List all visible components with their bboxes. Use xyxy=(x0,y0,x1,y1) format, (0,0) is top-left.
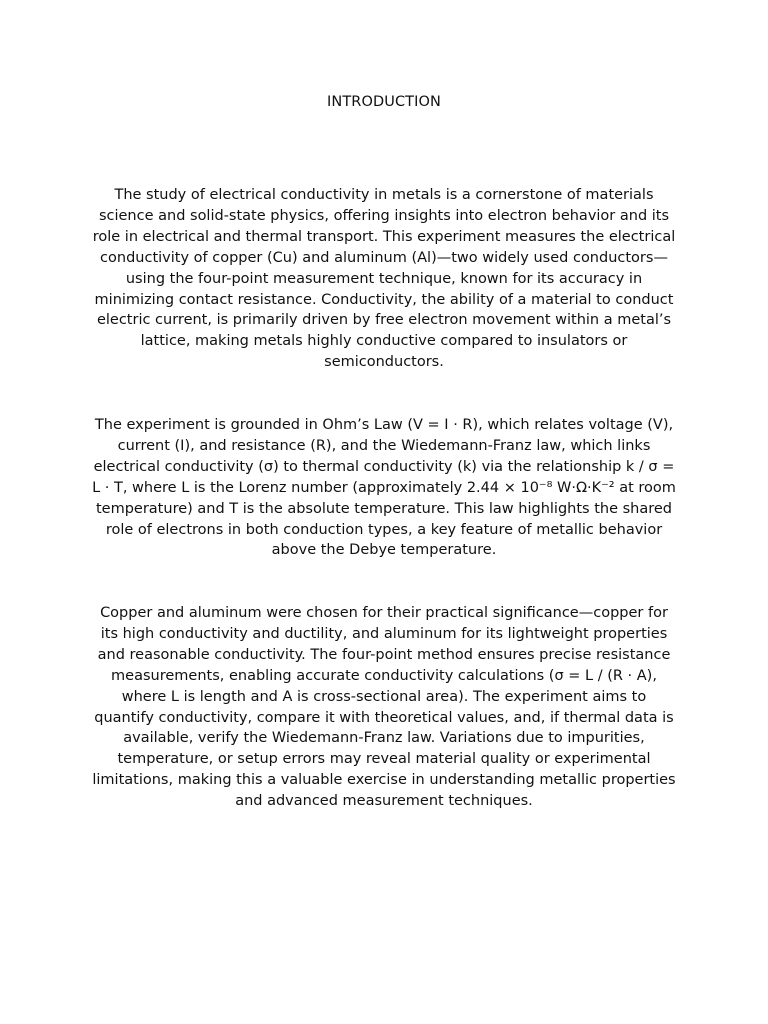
section-heading: INTRODUCTION xyxy=(327,94,441,110)
paragraph-1: The study of electrical conductivity in metals is a cornerstone of materials science and solid-state physics, offering insights into electron behavior and its role in electrical and thermal transport. This experiment measures the electrical conductivity of copper (Cu) and aluminum (Al)—two widely used conductors—using the four-point measurement technique, known for its accuracy in minimizing contact resistance. Conductivity, the ability of a material to conduct electric current, is primarily driven by free electron movement within a metal’s lattice, making metals highly conductive compared to insulators or semiconductors. xyxy=(92,187,676,371)
paragraph-2: The experiment is grounded in Ohm’s Law (V = I · R), which relates voltage (V), current (I), and resistance (R), and the Wiedemann-Franz law, which links electrical conductivity (σ) to thermal conductivity (k) via the relationship k / σ = L · T, where L is the Lorenz number (approximately 2.44 × 10⁻⁸ W·Ω·K⁻² at room temperature) and T is the absolute temperature. This law highlights the shared role of electrons in both conduction types, a key feature of metallic behavior above the Debye temperature. xyxy=(92,417,676,559)
paragraph-3: Copper and aluminum were chosen for their practical significance—copper for its high conductivity and ductility, and aluminum for its lightweight properties and reasonable conductivity. The four-point method ensures precise resistance measurements, enabling accurate conductivity calculations (σ = L / (R · A), where L is length and A is cross-sectional area). The experiment aims to quantify conductivity, compare it with theoretical values, and, if thermal data is available, verify the Wiedemann-Franz law. Variations due to impurities, temperature, or setup errors may reveal material quality or experimental limitations, making this a valuable exercise in understanding metallic properties and advanced measurement techniques. xyxy=(92,605,676,810)
